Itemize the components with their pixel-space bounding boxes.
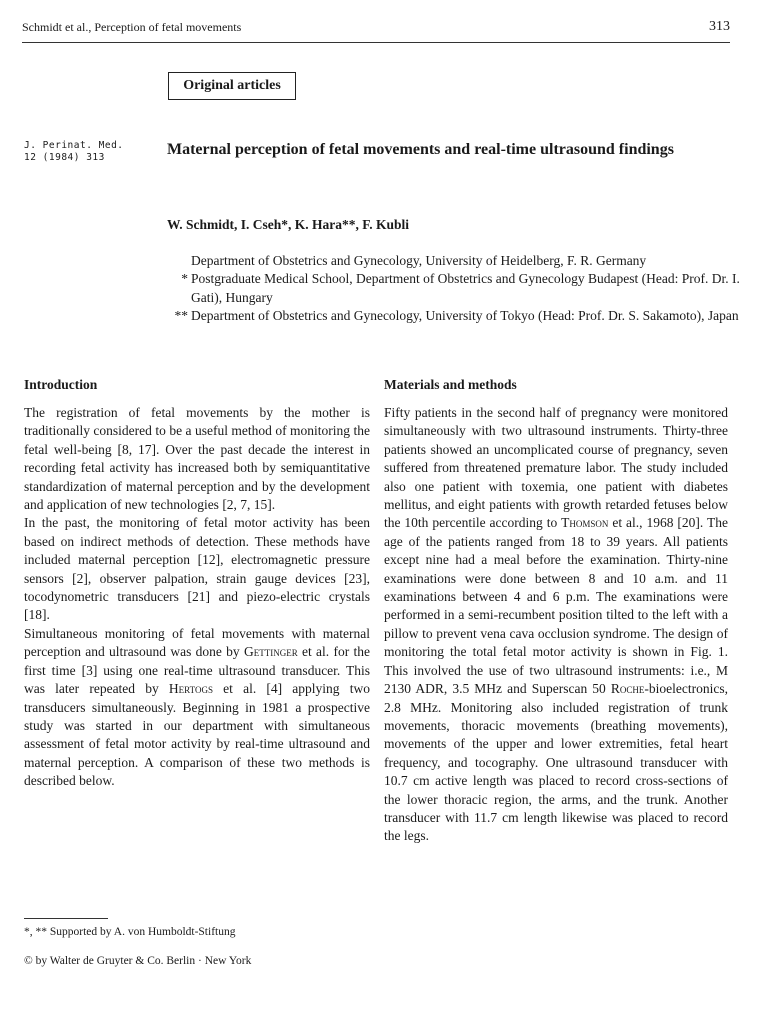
introduction-paragraph-3 — [24, 625, 370, 791]
introduction-body — [24, 404, 370, 791]
copyright-line: © by Walter de Gruyter & Co. Berlin · New York — [24, 955, 252, 967]
page-number: 313 — [709, 19, 730, 34]
section-label: Original articles — [183, 78, 281, 93]
affiliation-text: Postgraduate Medical School, Department of Obstetrics and Gynecology Budapest (Head: Prof. Dr. I. Gati), Hungary — [191, 271, 740, 305]
text-run: Simultaneous monitoring of fetal movements with maternal perception and ultrasound was done by — [24, 625, 370, 660]
affiliation-text: Department of Obstetrics and Gynecology, University of Tokyo (Head: Prof. Dr. S. Sakamoto), Japan — [191, 308, 739, 324]
methods-column — [384, 376, 728, 846]
manufacturer-name: Roche — [610, 681, 645, 697]
section-label-box — [168, 72, 296, 100]
affiliation-mark: ** — [174, 308, 188, 324]
methods-heading: Materials and methods — [384, 377, 517, 392]
introduction-column — [24, 376, 370, 791]
header-rule — [22, 42, 730, 43]
text-run: Fifty patients in the second half of pregnancy were monitored simultaneously with two ultrasound instruments. Thirty-three patients showed an uncomplicated course of pregnancy, seven suffered from threatened premature labor. The study included also one patient with toxemia, one patient with diabetes mellitus, and eight patients with growth retarded fetuses below the 10th percentile according to — [384, 405, 728, 531]
affiliation-mark: * — [181, 271, 188, 287]
cited-author: Hertogs — [168, 681, 213, 697]
cited-author: Thomson — [561, 515, 609, 531]
text-run: et al., 1968 [20]. The age of the patients ranged from 18 to 39 years. All patients except nine had a meal before the examination. Thirty-nine examinations were done between 8 and 10 a.m. and 11 examinations between 4 and 6 p.m. The examinations were performed in a semi-recumbent position tilted to the left with a pillow to prevent vena cava occlusion syndrome. The design of monitoring the total fetal motor activity is shown in Fig. 1. This involved the use of two ultrasound instruments: i.e., M 2130 ADR, 3.5 MHz and Superscan 50 — [384, 515, 728, 697]
journal-reference — [24, 140, 124, 164]
introduction-paragraph-2: In the past, the monitoring of fetal motor activity has been based on indirect methods of detection. These methods have included maternal perception [12], electromagnetic pressure sensors [2], observer palpation, strain gauge devices [23], tocodynometric transducers [21] and piezo-electric crystals [18]. — [24, 515, 370, 623]
affiliation-item — [160, 270, 740, 307]
affiliation-mark — [160, 252, 191, 270]
introduction-paragraph-1: The registration of fetal movements by the mother is traditionally considered to be a useful method of monitoring the fetal well-being [8, 17]. Over the past decade the interest in recording fetal activity has increased both by semiquantitative standardization of maternal perception and by the development and application of new technologies [2, 7, 15]. — [24, 405, 370, 513]
running-head: Schmidt et al., Perception of fetal movements — [22, 20, 242, 34]
article-title: Maternal perception of fetal movements and real-time ultrasound findings — [167, 141, 674, 158]
methods-paragraph-1 — [384, 404, 728, 846]
journal-ref-line1: J. Perinat. Med. — [24, 140, 124, 151]
author-list: W. Schmidt, I. Cseh*, K. Hara**, F. Kubli — [167, 217, 410, 232]
text-run: et al. for the first time [3] using one real-time ultrasound transducer. This was later repeated by — [24, 644, 370, 697]
footnote-rule — [24, 918, 108, 919]
affiliation-text: Department of Obstetrics and Gynecology, University of Heidelberg, F. R. Germany — [191, 253, 647, 268]
cited-author: Gettinger — [243, 644, 298, 660]
journal-ref-line2: 12 (1984) 313 — [24, 152, 105, 163]
footnote: *, ** Supported by A. von Humboldt-Stiftung — [24, 926, 236, 938]
affiliation-item — [160, 307, 740, 325]
text-run: et al. [4] applying two transducers simultaneously. Beginning in 1981 a prospective study was started in our department with simultaneous assessment of fetal motor activity by real-time ultrasound and maternal perception. A comparison of these two methods is described below. — [24, 681, 370, 789]
text-run: -bioelectronics, 2.8 MHz. Monitoring also included registration of trunk movements, thoracic movements (breathing movements), movements of the upper and lower extremities, fetal heart frequency, and tocography. One ultrasound transducer with 10.7 cm active length was placed to record cross-sections of the lower thoracic region, the arms, and the trunk. Another transducer with 11.7 cm length likewise was placed to record the legs. — [384, 681, 728, 844]
methods-body — [384, 404, 728, 846]
introduction-heading: Introduction — [24, 377, 98, 392]
affiliation-item — [160, 252, 740, 270]
affiliations — [160, 252, 740, 326]
